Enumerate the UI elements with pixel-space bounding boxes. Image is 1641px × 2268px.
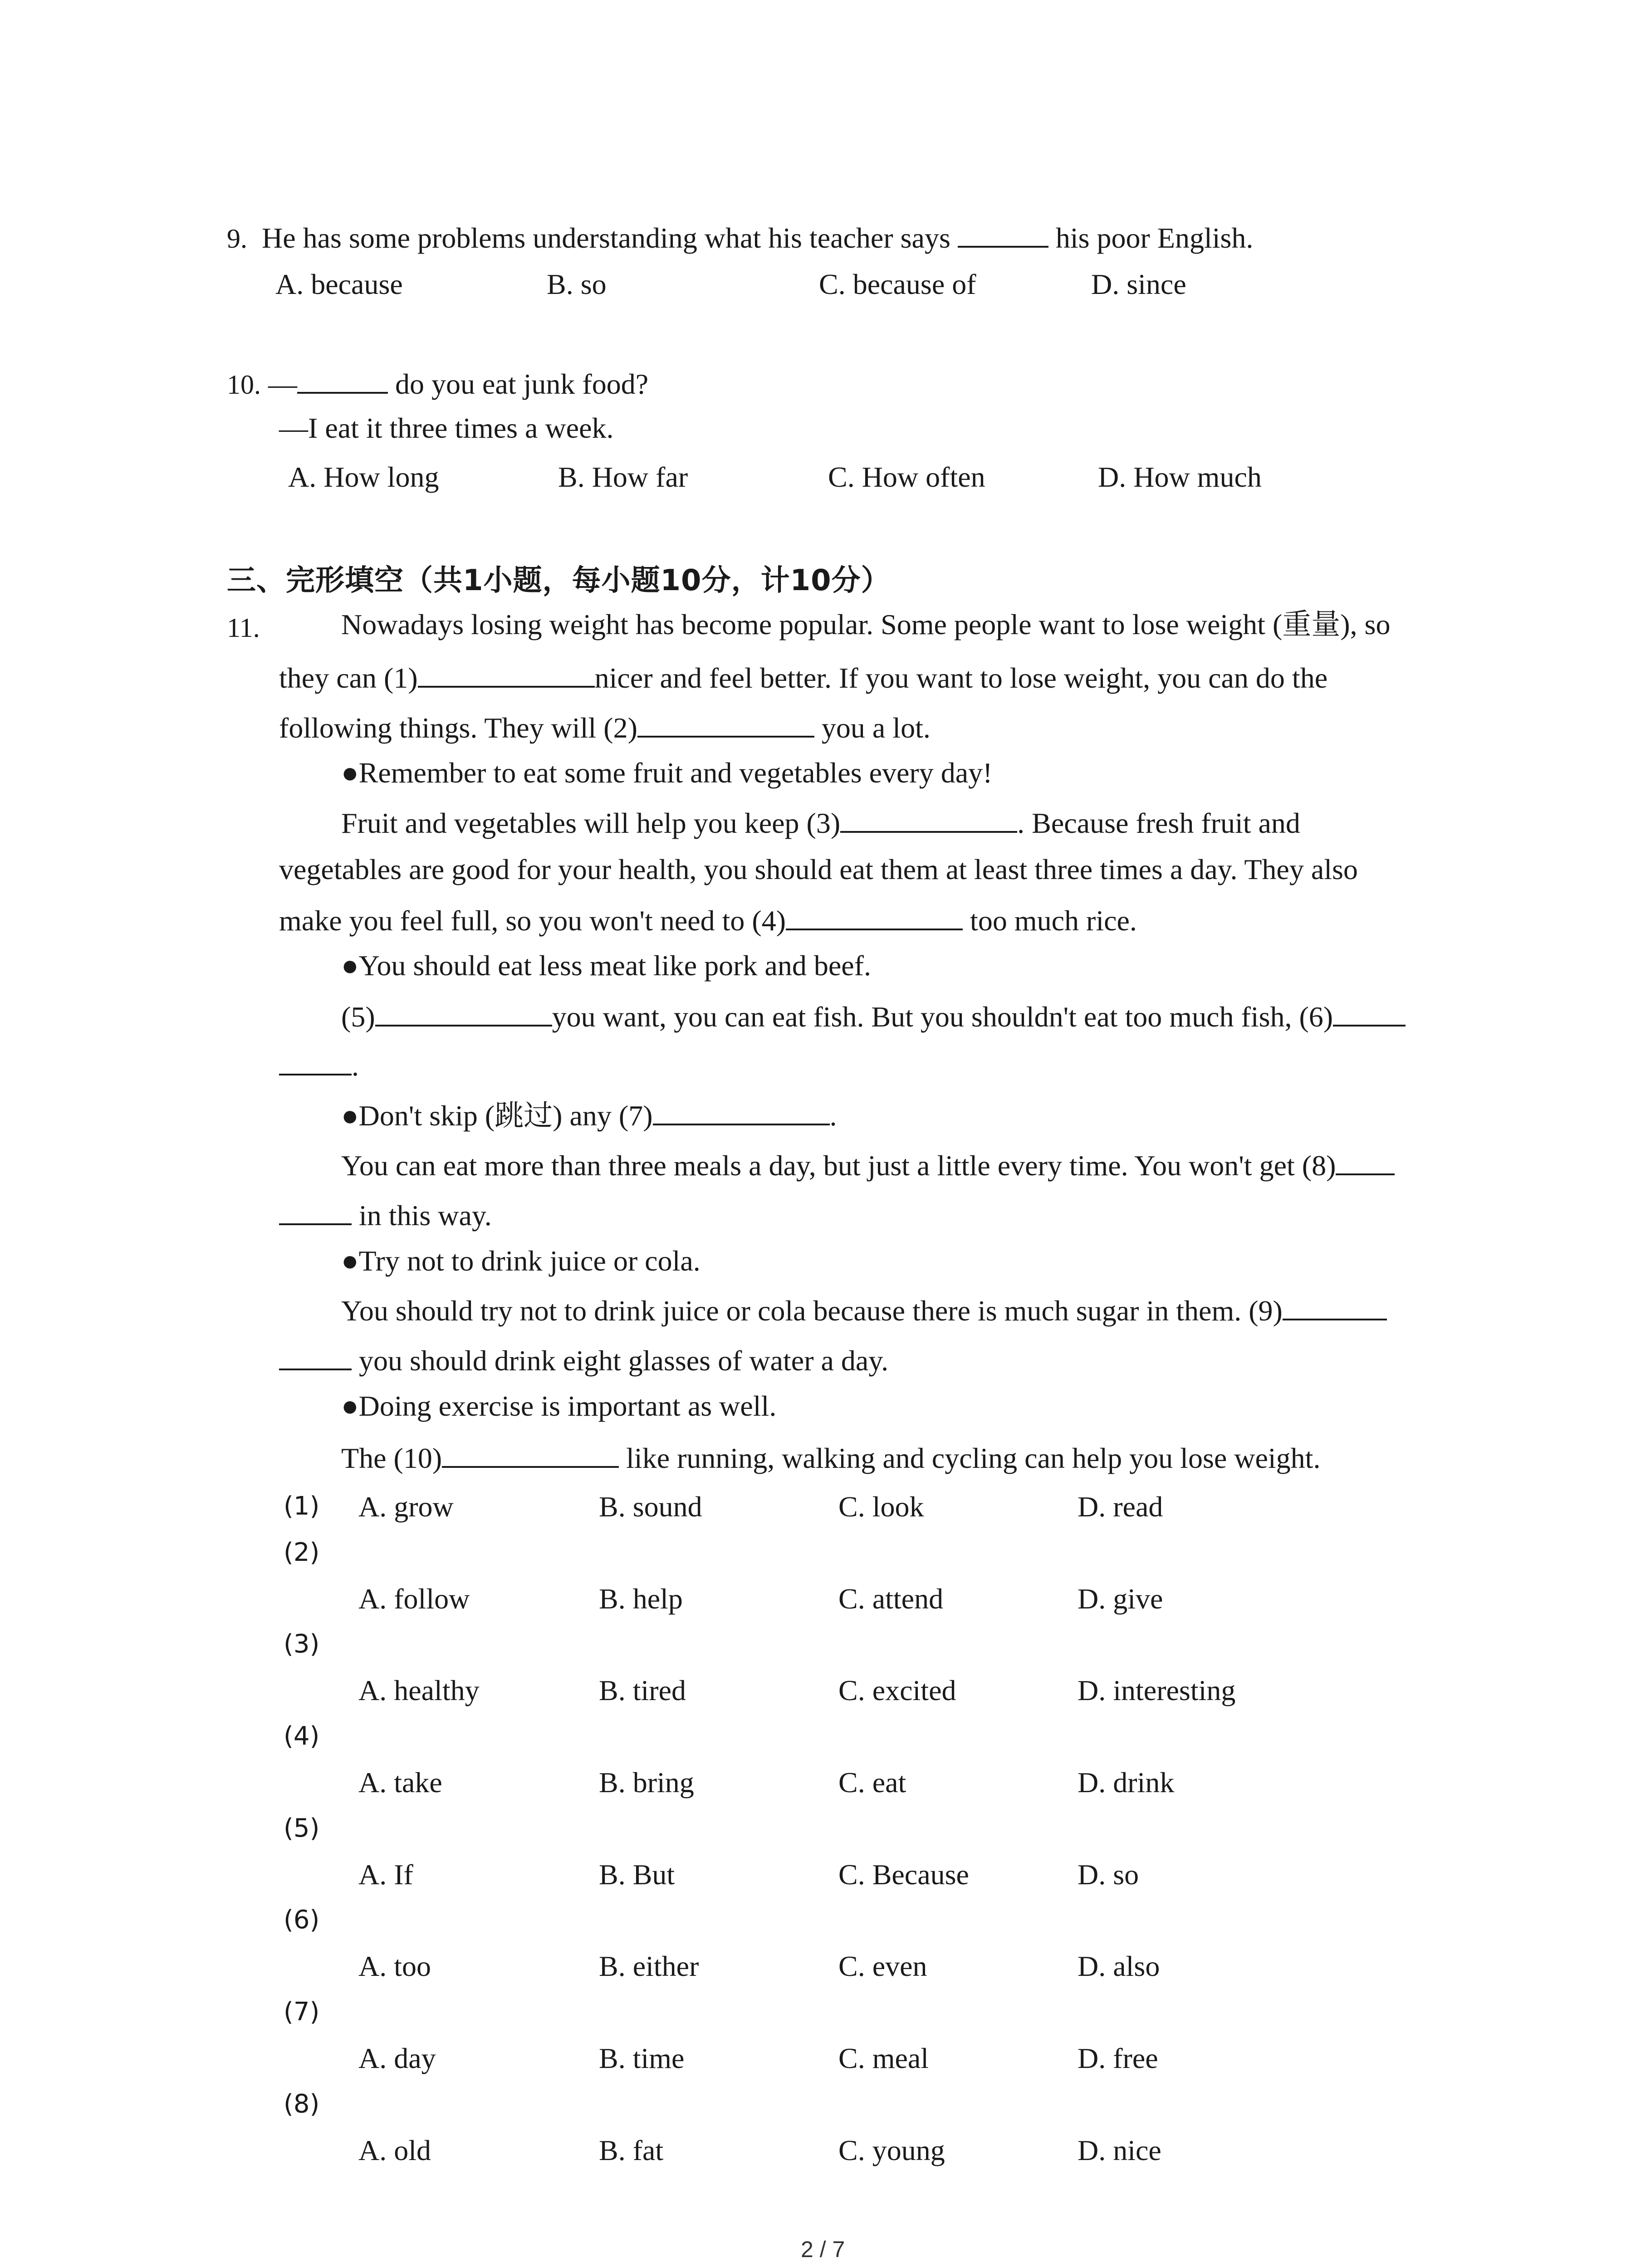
passage-line: You should try not to drink juice or cola because there is much sugar in them. (9) bbox=[341, 1295, 1387, 1325]
passage-line: Fruit and vegetables will help you keep (3) . Because fresh fruit and bbox=[341, 807, 1300, 839]
blank-8 bbox=[1336, 1150, 1395, 1175]
passage-line: in this way. bbox=[279, 1200, 492, 1230]
choice-5-a[interactable]: A. If bbox=[358, 1858, 413, 1891]
choice-label-3: (3) bbox=[284, 1629, 320, 1659]
q9-option-b[interactable]: B. so bbox=[547, 268, 607, 300]
choice-label-2: (2) bbox=[284, 1538, 320, 1567]
choice-2-d[interactable]: D. give bbox=[1078, 1583, 1163, 1615]
choice-5-c[interactable]: C. Because bbox=[838, 1858, 969, 1891]
blank-1 bbox=[418, 662, 595, 688]
choice-5-d[interactable]: D. so bbox=[1078, 1858, 1139, 1891]
q10-dash: — bbox=[268, 368, 297, 400]
choice-3-d[interactable]: D. interesting bbox=[1078, 1674, 1236, 1706]
passage-line: you should drink eight glasses of water a day. bbox=[279, 1345, 888, 1375]
choice-8-d[interactable]: D. nice bbox=[1078, 2134, 1161, 2166]
passage-line: following things. They will (2) you a lot. bbox=[279, 712, 931, 744]
passage-line: You can eat more than three meals a day, but just a little every time. You won't get (8) bbox=[341, 1150, 1395, 1180]
q10-option-a[interactable]: A. How long bbox=[288, 461, 439, 493]
passage-line: (5) you want, you can eat fish. But you shouldn't eat too much fish, (6) bbox=[341, 1001, 1406, 1031]
section-heading: 三、完形填空（共1小题，每小题10分，计10分） bbox=[227, 564, 891, 597]
choice-4-b[interactable]: B. bring bbox=[599, 1766, 694, 1799]
q9-option-d[interactable]: D. since bbox=[1091, 268, 1186, 300]
choice-4-d[interactable]: D. drink bbox=[1078, 1766, 1175, 1799]
choice-7-a[interactable]: A. day bbox=[358, 2042, 436, 2074]
tip-bullet: ●Doing exercise is important as well. bbox=[341, 1390, 777, 1422]
blank-6 bbox=[1333, 1001, 1406, 1026]
q10-blank bbox=[297, 368, 388, 394]
blank-8-continued bbox=[279, 1200, 352, 1225]
q9-stem-before: He has some problems understanding what his teacher says bbox=[262, 222, 950, 254]
choice-label-8: (8) bbox=[284, 2089, 320, 2119]
choice-4-c[interactable]: C. eat bbox=[838, 1766, 906, 1799]
choice-1-a[interactable]: A. grow bbox=[358, 1491, 454, 1523]
passage-line: vegetables are good for your health, you should eat them at least three times a day. They also bbox=[279, 853, 1358, 885]
choice-1-b[interactable]: B. sound bbox=[599, 1491, 702, 1523]
tip-bullet: ●Remember to eat some fruit and vegetables every day! bbox=[341, 757, 993, 789]
choice-6-d[interactable]: D. also bbox=[1078, 1950, 1160, 1982]
choice-7-d[interactable]: D. free bbox=[1078, 2042, 1158, 2074]
choice-2-a[interactable]: A. follow bbox=[358, 1583, 470, 1615]
q10-stem bbox=[227, 368, 648, 399]
choice-4-a[interactable]: A. take bbox=[358, 1766, 442, 1799]
passage-line: The (10) like running, walking and cycling can help you lose weight. bbox=[341, 1442, 1321, 1474]
choice-6-c[interactable]: C. even bbox=[838, 1950, 927, 1982]
choice-3-a[interactable]: A. healthy bbox=[358, 1674, 480, 1706]
choice-label-4: (4) bbox=[284, 1721, 320, 1751]
tip-bullet: ●Don't skip (跳过) any (7) . bbox=[341, 1100, 837, 1132]
choice-1-d[interactable]: D. read bbox=[1078, 1491, 1163, 1523]
passage-line: make you feel full, so you won't need to (4) too much rice. bbox=[279, 904, 1137, 937]
q10-stem-after: do you eat junk food? bbox=[395, 368, 649, 400]
blank-5 bbox=[375, 1001, 552, 1026]
blank-9 bbox=[1283, 1295, 1387, 1320]
q9-stem bbox=[227, 222, 1253, 253]
tip-bullet: ●You should eat less meat like pork and beef. bbox=[341, 949, 871, 982]
q10-number: 10. bbox=[227, 370, 261, 400]
q10-answer-line: —I eat it three times a week. bbox=[279, 412, 614, 444]
choice-6-a[interactable]: A. too bbox=[358, 1950, 431, 1982]
passage-line: they can (1) nicer and feel better. If you want to lose weight, you can do the bbox=[279, 662, 1328, 694]
choice-5-b[interactable]: B. But bbox=[599, 1858, 675, 1891]
choice-2-c[interactable]: C. attend bbox=[838, 1583, 944, 1615]
choice-7-c[interactable]: C. meal bbox=[838, 2042, 929, 2074]
q9-option-c[interactable]: C. because of bbox=[819, 268, 976, 300]
q9-option-a[interactable]: A. because bbox=[275, 268, 403, 300]
passage-line: Nowadays losing weight has become popular. Some people want to lose weight (重量), so bbox=[341, 608, 1391, 640]
blank-6-continued bbox=[279, 1050, 352, 1075]
q9-blank bbox=[958, 222, 1048, 248]
choice-label-5: (5) bbox=[284, 1813, 320, 1843]
blank-4 bbox=[786, 905, 963, 930]
blank-7 bbox=[653, 1100, 830, 1125]
choice-3-c[interactable]: C. excited bbox=[838, 1674, 956, 1706]
choice-8-c[interactable]: C. young bbox=[838, 2134, 945, 2166]
blank-9-continued bbox=[279, 1345, 352, 1370]
choice-8-b[interactable]: B. fat bbox=[599, 2134, 664, 2166]
choice-label-6: (6) bbox=[284, 1905, 320, 1935]
choice-2-b[interactable]: B. help bbox=[599, 1583, 683, 1615]
choice-6-b[interactable]: B. either bbox=[599, 1950, 699, 1982]
choice-label-7: (7) bbox=[284, 1997, 320, 2027]
choice-7-b[interactable]: B. time bbox=[599, 2042, 685, 2074]
q11-number: 11. bbox=[227, 613, 260, 643]
q9-number: 9. bbox=[227, 224, 247, 254]
tip-bullet: ●Try not to drink juice or cola. bbox=[341, 1245, 700, 1277]
page-number: 2 / 7 bbox=[801, 2237, 845, 2262]
q10-option-d[interactable]: D. How much bbox=[1098, 461, 1262, 493]
choice-3-b[interactable]: B. tired bbox=[599, 1674, 686, 1706]
choice-label-1: (1) bbox=[284, 1491, 320, 1521]
passage-line: . bbox=[279, 1050, 359, 1080]
blank-10 bbox=[442, 1442, 619, 1468]
choice-8-a[interactable]: A. old bbox=[358, 2134, 431, 2166]
q10-option-c[interactable]: C. How often bbox=[828, 461, 985, 493]
blank-2 bbox=[637, 712, 814, 738]
q9-stem-after: his poor English. bbox=[1055, 222, 1254, 254]
choice-1-c[interactable]: C. look bbox=[838, 1491, 924, 1523]
blank-3 bbox=[840, 807, 1017, 833]
q10-option-b[interactable]: B. How far bbox=[558, 461, 688, 493]
